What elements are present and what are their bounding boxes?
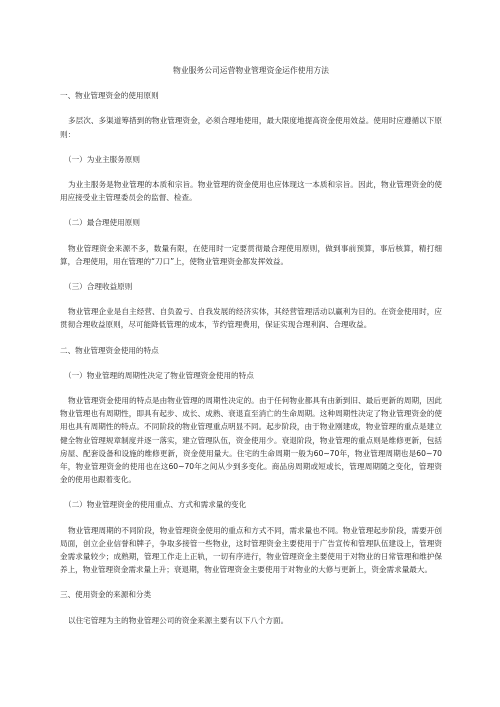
paragraph: 物业管理企业是自主经营、自负盈亏、自我发展的经济实体，其经营管理活动以赢利为目的。在资金使用时，应贯彻合理收益原则，尽可能降低管理的成本，节约管理费用，保证实现合理利润、合理收益。	[60, 307, 442, 330]
paragraph: 为业主服务是物业管理的本质和宗旨。物业管理的资金使用也应体现这一本质和宗旨。因此，物业管理资金的使用应接受业主管理委员会的监督、检查。	[60, 180, 442, 203]
section-heading: 一、物业管理资金的使用原则	[60, 91, 159, 101]
subsection-heading: （二）最合理使用原则	[64, 218, 140, 228]
document-body	[60, 89, 442, 627]
paragraph: 物业管理资金使用的特点是由物业管理的周期性决定的。由于任何物业都具有由新到旧、最后更新的周期，因此物业管理也有周期性，即具有起步、成长、成熟、衰退直至消亡的生命周期。这种周期性决定了物业管理资金的使用也具有周期性的特点。不同阶段的物业管理重点明显不同。起步阶段，由于物业刚建成，物业管理的重点是建立健全物业管理规章制度并逐一落实，建立管理队伍，资金使用少。衰退阶段，物业管理的重点则是维修更新，包括房屋、配套设备和设施的维修更新，资金使用量大。住宅的生命周期一般为60~70年，物业管理周期也是60~70年，物业管理资金的使用也在这60~70年之间从少到多变化。商品房周期或短或长，管理周期随之变化，管理资金的使用也跟着变化。	[60, 396, 442, 485]
paragraph: 物业管理资金来源不多，数量有限，在使用时一定要贯彻最合理使用原则，做到事前预算，事后核算，精打细算，合理使用，用在管理的“刀口”上，使物业管理资金都发挥效益。	[60, 243, 442, 266]
section-heading: 二、物业管理资金使用的特点	[60, 345, 159, 355]
subsection-heading: （二）物业管理资金的使用重点、方式和需求量的变化	[64, 500, 247, 510]
section-heading: 三、使用资金的来源和分类	[60, 590, 152, 600]
subsection-heading: （三）合理收益原则	[64, 282, 133, 292]
subsection-heading: （一）物业管理的周期性决定了物业管理资金使用的特点	[64, 370, 254, 380]
paragraph: 物业管理周期的不同阶段，物业管理资金使用的重点和方式不同，需求量也不同。物业管理起步阶段，需要开创局面，创立企业信誉和牌子，争取多接管一些物业，这时管理资金主要使用于广告宣传和管理队伍建设上，管理资金需求量较少；成熟期，管理工作走上正轨，一切有序进行，物业管理资金主要使用于对物业的日常管理和维护保养上，物业管理资金需求量上升；衰退期，物业管理资金主要使用于对物业的大修与更新上，资金需求量最大。	[60, 525, 442, 575]
subsection-heading: （一）为业主服务原则	[64, 154, 140, 164]
paragraph: 以住宅管理为主的物业管理公司的资金来源主要有以下八个方面。	[68, 615, 289, 625]
document-title: 物业服务公司运营物业管理资金运作使用方法	[173, 66, 329, 75]
paragraph: 多层次、多渠道筹措到的物业管理资金，必须合理地使用，最大限度地提高资金使用效益。使用时应遵循以下原则：	[60, 116, 442, 139]
